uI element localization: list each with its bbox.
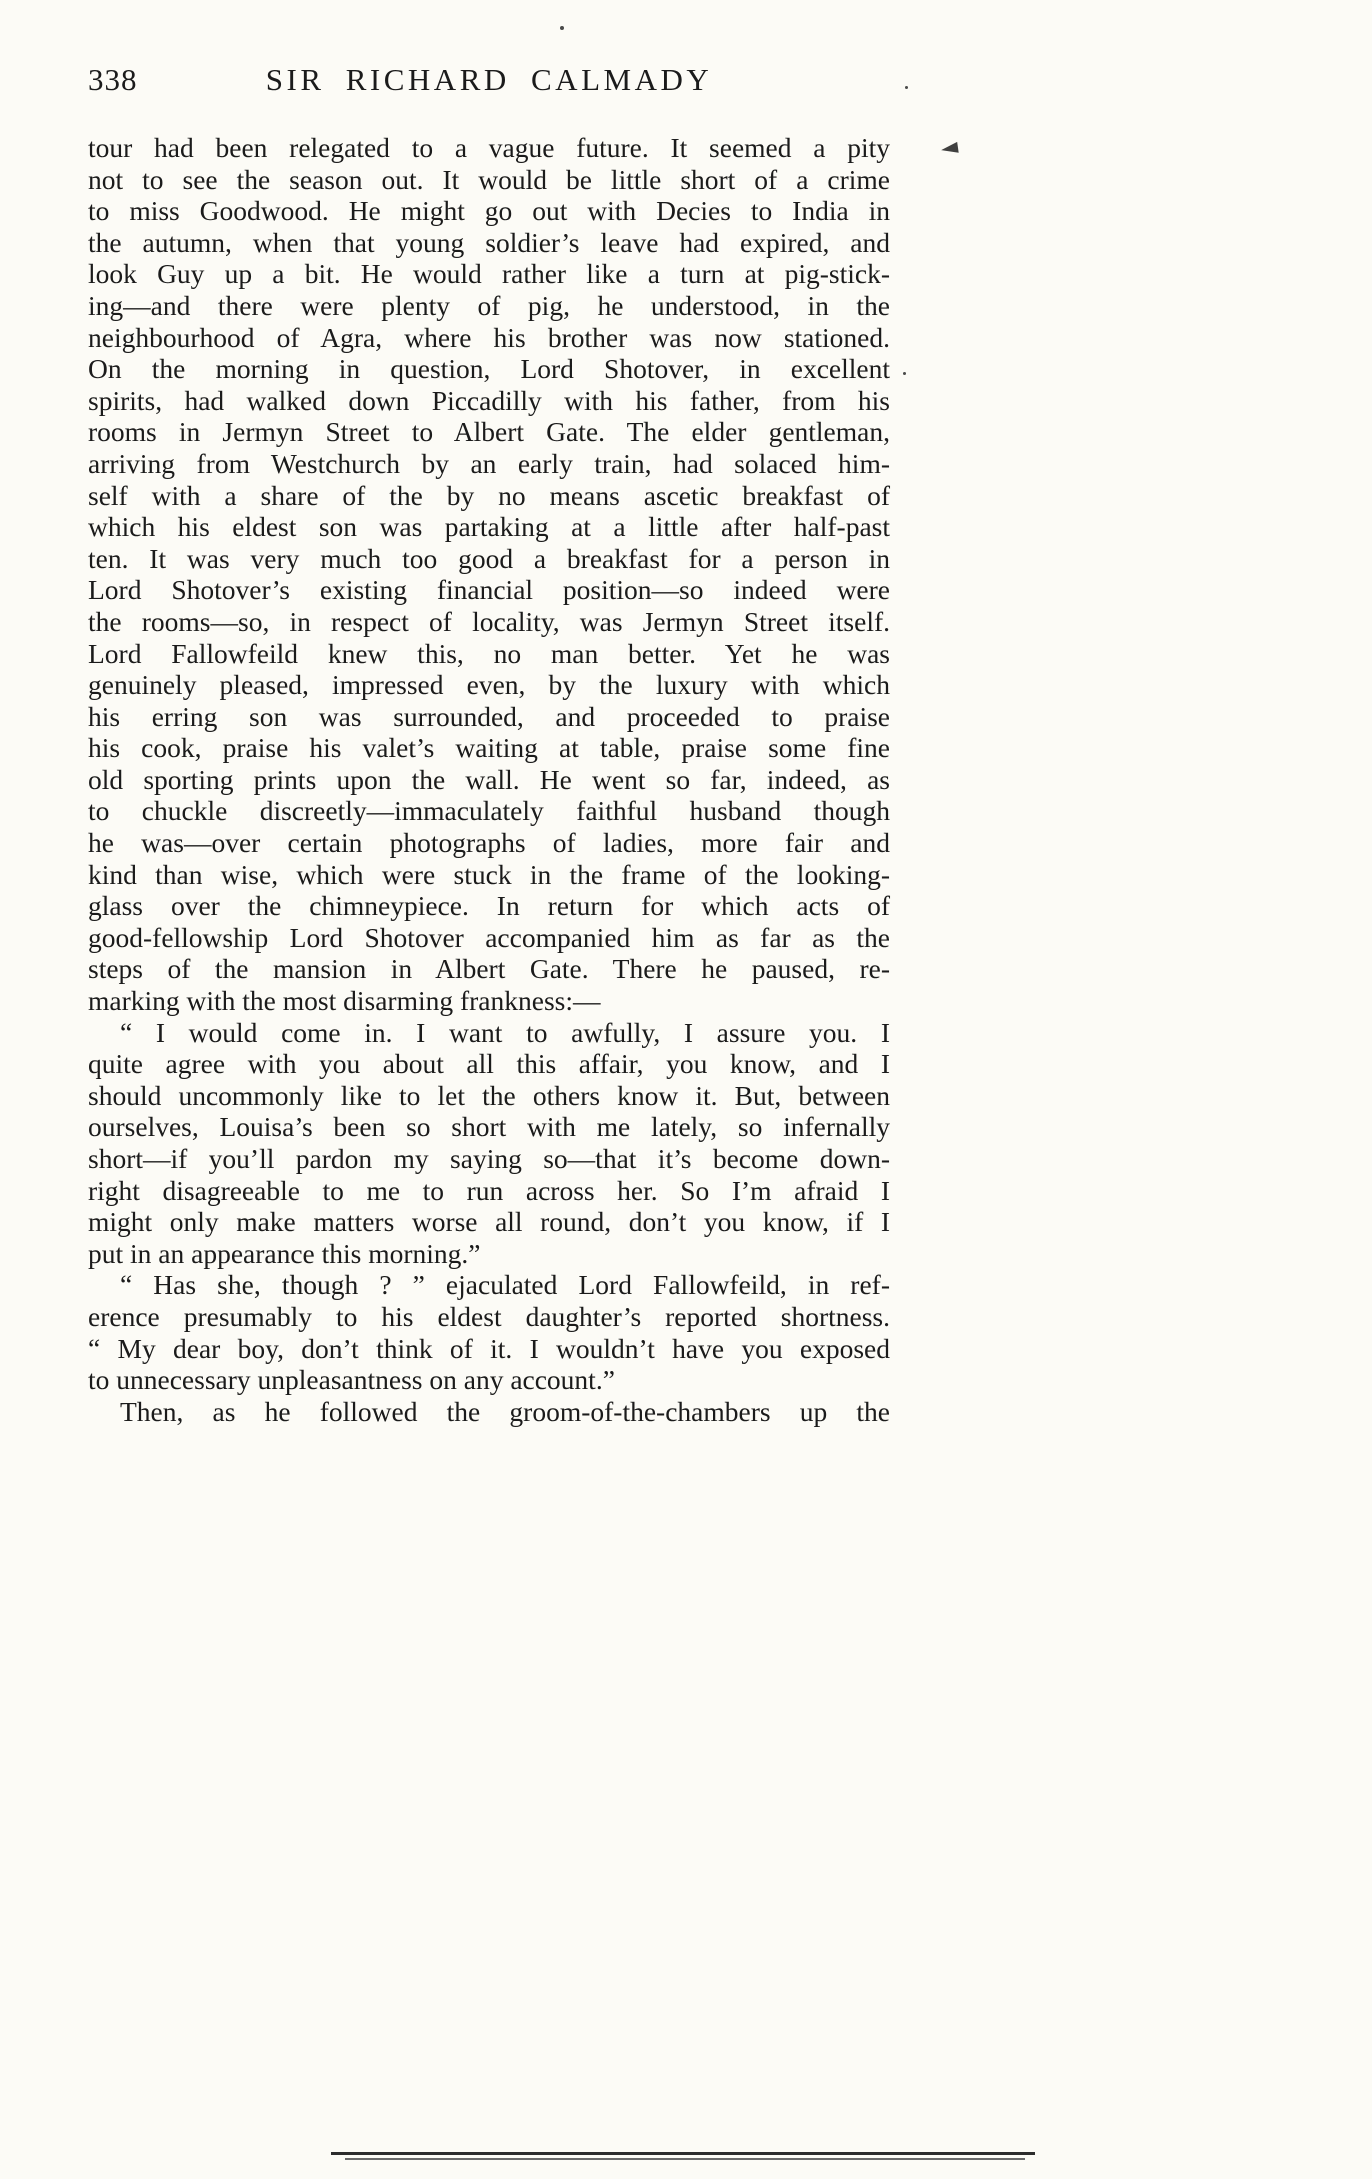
text-line: Lord Fallowfeild knew this, no man better. Yet he was [88,637,890,669]
text-line: to chuckle discreetly—immaculately faithful husband though [88,795,890,827]
scan-speck [560,26,564,30]
text-line: might only make matters worse all round, don’t you know, if I [88,1206,890,1238]
text-line: the rooms—so, in respect of locality, was Jermyn Street itself. [88,605,890,637]
text-line: “ I would come in. I want to awfully, I assure you. I [120,1016,890,1048]
running-title: SIR RICHARD CALMADY [265,62,713,97]
text-line: arriving from Westchurch by an early train, had solaced him- [88,447,890,479]
text-line: he was—over certain photographs of ladies, more fair and [88,827,890,859]
text-line: to unnecessary unpleasantness on any account.” [88,1364,615,1396]
paragraph [88,1269,890,1395]
text-line: quite agree with you about all this affair, you know, and I [88,1048,890,1080]
scan-artifact-rule-2 [345,2158,1025,2160]
text-line: ten. It was very much too good a breakfast for a person in [88,542,890,574]
text-line: which his eldest son was partaking at a little after half-past [88,511,890,543]
text-line: “ My dear boy, don’t think of it. I wouldn’t have you exposed [88,1332,890,1364]
scan-artifact-rule [331,2152,1035,2155]
text-line: tour had been relegated to a vague future. It seemed a pity [88,132,890,163]
text-line: Lord Shotover’s existing financial position—so indeed were [88,574,890,606]
text-line: old sporting prints upon the wall. He went so far, indeed, as [88,763,890,795]
text-line: ourselves, Louisa’s been so short with me lately, so infernally [88,1111,890,1143]
paragraph [88,1017,890,1270]
text-line: spirits, had walked down Piccadilly with his father, from his [88,384,890,416]
margin-pen-mark [940,142,958,155]
page-number: 338 [88,62,138,97]
text-line: his cook, praise his valet’s waiting at table, praise some fine [88,732,890,764]
text-line: rooms in Jermyn Street to Albert Gate. The elder gentleman, [88,416,890,448]
paragraph [88,132,890,1017]
text-line: self with a share of the by no means ascetic breakfast of [88,479,890,511]
scan-speck [905,86,908,89]
text-line: Then, as he followed the groom-of-the-chambers up the [120,1395,890,1427]
text-column [88,58,890,1427]
text-line: glass over the chimneypiece. In return for which acts of [88,890,890,922]
text-line: marking with the most disarming frankness:— [88,985,601,1017]
text-line: genuinely pleased, impressed even, by the luxury with which [88,669,890,701]
text-line: not to see the season out. It would be little short of a crime [88,163,890,195]
text-line: to miss Goodwood. He might go out with Decies to India in [88,195,890,227]
text-line: short—if you’ll pardon my saying so—that it’s become down- [88,1143,890,1174]
text-line: steps of the mansion in Albert Gate. There he paused, re- [88,953,890,985]
text-line: ing—and there were plenty of pig, he understood, in the [88,289,890,321]
text-line: the autumn, when that young soldier’s leave had expired, and [88,226,890,258]
page-header [88,58,890,102]
text-line: look Guy up a bit. He would rather like a turn at pig-stick- [88,258,890,290]
text-line: neighbourhood of Agra, where his brother was now stationed. [88,321,890,353]
scan-speck [903,372,906,375]
text-line: “ Has she, though ? ” ejaculated Lord Fallowfeild, in ref- [120,1269,890,1301]
text-line: erence presumably to his eldest daughter’s reported shortness. [88,1300,890,1332]
page-body [88,132,890,1427]
text-line: On the morning in question, Lord Shotover, in excellent [88,353,890,385]
paragraph [88,1396,890,1428]
text-line: his erring son was surrounded, and proceeded to praise [88,700,890,732]
text-line: should uncommonly like to let the others know it. But, between [88,1079,890,1111]
text-line: good-fellowship Lord Shotover accompanied him as far as the [88,921,890,953]
text-line: kind than wise, which were stuck in the frame of the looking- [88,858,890,890]
text-line: right disagreeable to me to run across her. So I’m afraid I [88,1174,890,1206]
text-line: put in an appearance this morning.” [88,1237,481,1269]
